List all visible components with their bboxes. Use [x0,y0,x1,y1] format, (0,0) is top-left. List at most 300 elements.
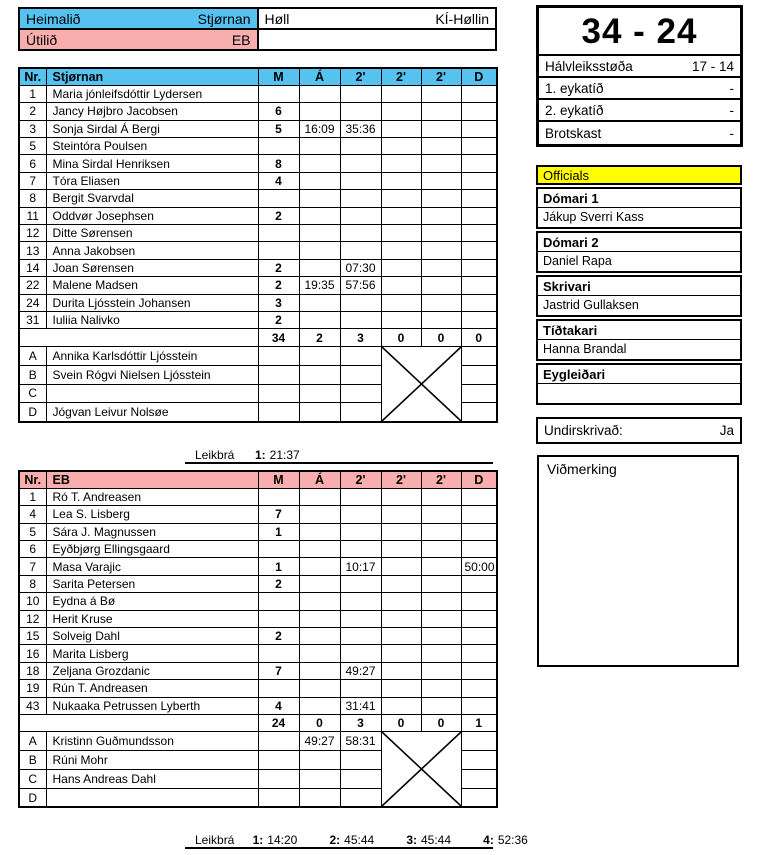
player-p3 [421,575,461,592]
player-d [461,190,497,207]
column-header-p3: 2' [421,68,461,85]
hall-cell [258,8,497,29]
player-p2 [381,103,421,120]
bench-a [299,788,340,807]
player-p3 [421,680,461,697]
caption-underline [185,462,493,464]
player-name: Solveig Dahl [46,628,258,645]
column-header-d: D [461,68,497,85]
away-player-table [18,470,498,808]
away-team-cell [19,29,258,50]
player-nr: 31 [19,311,46,328]
player-p1: 49:27 [340,662,381,679]
score-panel [536,5,743,147]
player-row [19,575,497,592]
total-p1: 3 [340,714,381,731]
bench-p1 [340,403,381,422]
player-row [19,225,497,242]
home-team-name: Stjørnan [197,10,251,27]
bench-name: Rúni Mohr [46,751,258,770]
player-p1 [340,645,381,662]
player-nr: 7 [19,558,46,575]
player-name: Bergit Svarvdal [46,190,258,207]
player-p3 [421,207,461,224]
player-p2 [381,645,421,662]
player-nr: 2 [19,103,46,120]
player-p2 [381,541,421,558]
player-p1 [340,488,381,505]
player-p3 [421,190,461,207]
player-p3 [421,506,461,523]
player-p2 [381,190,421,207]
bench-p1 [340,365,381,384]
player-row [19,242,497,259]
player-p2 [381,506,421,523]
bench-d [461,403,497,422]
player-p1 [340,85,381,102]
player-d [461,662,497,679]
player-p3 [421,259,461,276]
player-nr: 1 [19,488,46,505]
column-header-p1: 2' [340,68,381,85]
player-p2 [381,85,421,102]
totals-empty-cell [19,329,258,346]
bench-name: Jógvan Leivur Nolsøe [46,403,258,422]
player-p2 [381,277,421,294]
table-header-row [19,471,497,488]
player-p1 [340,207,381,224]
home-row [19,8,496,29]
bench-m [258,346,299,365]
player-nr: 7 [19,172,46,189]
home-team-cell [19,8,258,29]
player-p1 [340,523,381,540]
leikbra-entry-num: 1: [255,448,266,462]
player-a [299,558,340,575]
officials-panel [536,165,742,405]
player-m: 2 [258,311,299,328]
player-d [461,242,497,259]
player-name: Masa Varajic [46,558,258,575]
leikbra-label: Leikbrá [195,448,235,462]
player-a [299,680,340,697]
player-p2 [381,662,421,679]
player-m [258,593,299,610]
player-nr: 4 [19,506,46,523]
leikbra-label: Leikbrá [195,833,235,847]
player-row [19,259,497,276]
player-nr: 22 [19,277,46,294]
player-p2 [381,680,421,697]
bench-a [299,403,340,422]
overtime2-label: 2. eykatíð [545,102,604,118]
player-nr: 8 [19,190,46,207]
bench-name: Annika Karlsdóttir Ljósstein [46,346,258,365]
player-name: Steintóra Poulsen [46,138,258,155]
column-header-p2: 2' [381,68,421,85]
bench-name [46,788,258,807]
player-p1 [340,506,381,523]
hall-name: KÍ-Høllin [435,10,489,27]
player-m: 2 [258,207,299,224]
bench-m [258,751,299,770]
player-nr: 1 [19,85,46,102]
player-row [19,645,497,662]
bench-m [258,384,299,403]
player-d [461,645,497,662]
total-m: 24 [258,714,299,731]
player-m [258,610,299,627]
player-p2 [381,207,421,224]
crossed-out-region [381,732,461,808]
bench-d [461,751,497,770]
player-row [19,103,497,120]
player-d [461,680,497,697]
leikbra-entry-time: 52:36 [497,833,528,847]
player-p3 [421,103,461,120]
player-nr: 14 [19,259,46,276]
bench-p1 [340,384,381,403]
player-p2 [381,225,421,242]
x-mark-icon [382,347,461,421]
player-m: 1 [258,558,299,575]
player-d [461,488,497,505]
player-name: Eyðbjørg Ellingsgaard [46,541,258,558]
leikbra-entry-num: 1: [252,833,264,847]
column-header-a: Á [299,68,340,85]
player-m: 5 [258,120,299,137]
player-m: 7 [258,662,299,679]
player-nr: 19 [19,680,46,697]
final-score: 34 - 24 [539,8,740,56]
player-d [461,697,497,714]
bench-nr: D [19,403,46,422]
player-p3 [421,662,461,679]
player-row [19,662,497,679]
player-row [19,541,497,558]
official-role-label: Tíðtakari [538,321,740,340]
player-a [299,541,340,558]
home-leikbra-caption [185,447,560,462]
official-role-box [536,363,742,405]
player-p1 [340,680,381,697]
column-header-a: Á [299,471,340,488]
official-role-label: Eygleiðari [538,365,740,384]
column-header-m: M [258,471,299,488]
player-p2 [381,628,421,645]
player-m: 2 [258,259,299,276]
player-a [299,593,340,610]
column-header-name: EB [46,471,258,488]
player-p2 [381,155,421,172]
bench-a [299,770,340,789]
player-p3 [421,120,461,137]
player-a [299,225,340,242]
leikbra-entry-num: 4: [483,833,494,847]
player-name: Marita Lisberg [46,645,258,662]
player-row [19,628,497,645]
player-d [461,207,497,224]
bench-m [258,788,299,807]
player-p2 [381,242,421,259]
player-m: 1 [258,523,299,540]
bench-d [461,384,497,403]
column-header-nr: Nr. [19,471,46,488]
player-nr: 16 [19,645,46,662]
player-m: 4 [258,172,299,189]
player-p3 [421,85,461,102]
player-m: 2 [258,628,299,645]
player-nr: 10 [19,593,46,610]
player-p1 [340,593,381,610]
total-d: 1 [461,714,497,731]
player-d [461,575,497,592]
player-row [19,207,497,224]
official-role-box [536,275,742,317]
halftime-score: 17 - 14 [691,58,734,74]
player-p2 [381,523,421,540]
bench-d [461,770,497,789]
bench-p1 [340,788,381,807]
away-label: Útilið [26,31,58,48]
player-nr: 6 [19,541,46,558]
penalty-row [539,122,740,144]
player-p2 [381,120,421,137]
player-d [461,277,497,294]
player-p1 [340,172,381,189]
player-p1 [340,628,381,645]
player-nr: 15 [19,628,46,645]
player-a [299,697,340,714]
player-name: Durita Ljósstein Johansen [46,294,258,311]
player-p3 [421,697,461,714]
officials-roles-list [536,187,742,405]
halftime-label: Hálvleiksstøða [545,58,633,74]
player-a [299,155,340,172]
player-a [299,628,340,645]
bench-nr: B [19,751,46,770]
player-d [461,610,497,627]
player-nr: 13 [19,242,46,259]
player-d [461,593,497,610]
bench-m [258,732,299,751]
player-a [299,138,340,155]
player-p3 [421,488,461,505]
hall-label: Høll [264,10,290,27]
player-p1 [340,138,381,155]
player-name: Joan Sørensen [46,259,258,276]
player-row [19,610,497,627]
penalty-value: - [729,125,734,141]
player-d [461,120,497,137]
player-nr: 5 [19,523,46,540]
column-header-name: Stjørnan [46,68,258,85]
player-name: Oddvør Josephsen [46,207,258,224]
bench-a [299,346,340,365]
player-nr: 12 [19,610,46,627]
player-a [299,207,340,224]
player-a [299,294,340,311]
player-p3 [421,610,461,627]
bench-p1 [340,751,381,770]
player-p1 [340,242,381,259]
bench-m [258,403,299,422]
column-header-p1: 2' [340,471,381,488]
player-p1 [340,541,381,558]
player-p3 [421,172,461,189]
hall-empty-cell [258,29,497,50]
x-mark-icon [382,732,461,806]
player-m: 8 [258,155,299,172]
player-p1 [340,103,381,120]
player-p2 [381,610,421,627]
player-p3 [421,645,461,662]
column-header-p2: 2' [381,471,421,488]
bench-d [461,732,497,751]
bench-name: Kristinn Guðmundsson [46,732,258,751]
bench-name [46,384,258,403]
signature-value: Ja [719,423,734,438]
signature-label: Undirskrivað: [544,423,623,438]
player-p3 [421,225,461,242]
leikbra-entry [406,833,483,847]
player-p1: 07:30 [340,259,381,276]
player-name: Maria jónleifsdóttir Lydersen [46,85,258,102]
totals-row [19,714,497,731]
player-row [19,155,497,172]
leikbra-entry [329,833,406,847]
player-p1 [340,294,381,311]
player-nr: 24 [19,294,46,311]
totals-row [19,329,497,346]
bench-a [299,384,340,403]
player-m: 2 [258,575,299,592]
player-d [461,172,497,189]
officials-title: Officials [536,165,742,185]
player-row [19,558,497,575]
penalty-label: Brotskast [545,125,602,141]
player-name: Ditte Sørensen [46,225,258,242]
player-p1: 57:56 [340,277,381,294]
overtime2-row [539,100,740,122]
player-p1 [340,155,381,172]
player-a: 19:35 [299,277,340,294]
total-p3: 0 [421,329,461,346]
player-row [19,294,497,311]
player-nr: 43 [19,697,46,714]
overtime1-row [539,78,740,100]
player-nr: 11 [19,207,46,224]
official-name: Jákup Sverri Kass [543,210,644,224]
player-row [19,138,497,155]
player-nr: 12 [19,225,46,242]
player-nr: 6 [19,155,46,172]
overtime1-label: 1. eykatíð [545,80,604,96]
total-p2: 0 [381,329,421,346]
bench-nr: A [19,732,46,751]
player-m [258,680,299,697]
player-p1: 10:17 [340,558,381,575]
bench-m [258,770,299,789]
player-d [461,138,497,155]
bench-a: 49:27 [299,732,340,751]
player-name: Zeljana Grozdanic [46,662,258,679]
player-d [461,506,497,523]
player-p3 [421,558,461,575]
bench-nr: C [19,770,46,789]
leikbra-entry-time: 45:44 [420,833,452,847]
leikbra-entry-time: 45:44 [344,833,375,847]
bench-nr: A [19,346,46,365]
player-a [299,311,340,328]
player-a [299,242,340,259]
total-p2: 0 [381,714,421,731]
player-name: Herit Kruse [46,610,258,627]
home-label: Heimalið [26,10,81,27]
player-p3 [421,242,461,259]
player-name: Rún T. Andreasen [46,680,258,697]
player-d [461,628,497,645]
player-d [461,541,497,558]
leikbra-entry [483,833,560,847]
total-p1: 3 [340,329,381,346]
player-m [258,541,299,558]
official-name: Daniel Rapa [543,254,612,268]
bench-a [299,365,340,384]
remarks-label: Viðmerking [547,461,617,477]
bench-row [19,732,497,751]
player-m [258,645,299,662]
table-header-row [19,68,497,85]
player-row [19,85,497,102]
column-header-d: D [461,471,497,488]
player-d [461,311,497,328]
player-p1 [340,225,381,242]
halftime-row [539,56,740,78]
player-row [19,697,497,714]
player-m: 6 [258,103,299,120]
player-row [19,680,497,697]
player-nr: 5 [19,138,46,155]
player-nr: 8 [19,575,46,592]
overtime2-value: - [729,102,734,118]
player-p2 [381,311,421,328]
player-p3 [421,593,461,610]
player-p1: 35:36 [340,120,381,137]
player-p2 [381,138,421,155]
player-name: Mina Sirdal Henriksen [46,155,258,172]
player-p2 [381,294,421,311]
total-a: 0 [299,714,340,731]
official-role-box [536,187,742,229]
leikbra-entry [253,833,330,847]
player-m [258,190,299,207]
player-d [461,225,497,242]
player-a: 16:09 [299,120,340,137]
player-p3 [421,541,461,558]
player-p2 [381,558,421,575]
player-name: Tóra Eliasen [46,172,258,189]
bench-row [19,346,497,365]
bench-p1: 58:31 [340,732,381,751]
player-m [258,488,299,505]
match-header-table [18,7,497,51]
player-a [299,523,340,540]
total-d: 0 [461,329,497,346]
player-p2 [381,488,421,505]
away-leikbra-caption [185,832,560,847]
caption-underline [185,847,493,849]
